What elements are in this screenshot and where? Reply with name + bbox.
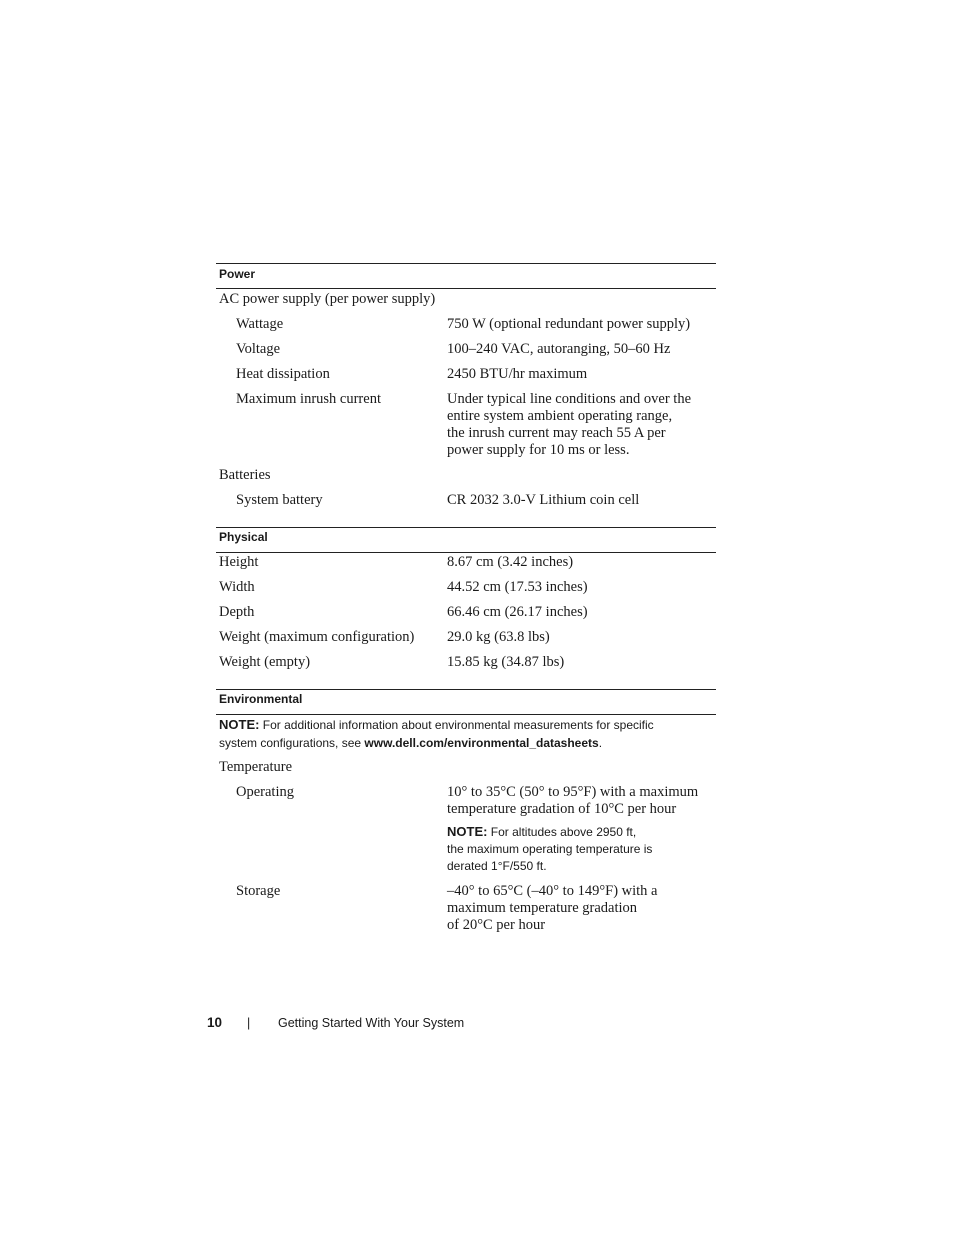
width-label: Width (219, 579, 255, 595)
environmental-top-rule (216, 689, 716, 690)
weight-empty-label: Weight (empty) (219, 654, 311, 670)
footer-title: Getting Started With Your System (278, 1016, 465, 1030)
system-battery-label: System battery (236, 492, 323, 508)
inrush-line: entire system ambient operating range, (447, 408, 673, 424)
storage-line: maximum temperature gradation (447, 900, 638, 916)
voltage-value: 100–240 VAC, autoranging, 50–60 Hz (447, 341, 671, 357)
depth-label: Depth (219, 604, 255, 620)
inrush-current-value (447, 391, 691, 459)
inrush-line: Under typical line conditions and over the (447, 391, 692, 407)
environmental-heading-rule (216, 714, 716, 715)
voltage-label: Voltage (236, 341, 281, 357)
note-label: NOTE: (219, 717, 260, 732)
power-top-rule (216, 263, 716, 264)
power-heading-rule (216, 288, 716, 289)
height-value: 8.67 cm (3.42 inches) (447, 554, 574, 570)
storage-line: –40° to 65°C (–40° to 149°F) with a (447, 883, 658, 899)
height-label: Height (219, 554, 259, 570)
page-number: 10 (207, 1015, 223, 1030)
datasheets-link[interactable]: www.dell.com/environmental_datasheets (364, 735, 599, 750)
physical-heading: Physical (219, 530, 268, 544)
inrush-line: power supply for 10 ms or less. (447, 442, 630, 458)
ac-power-supply-label: AC power supply (per power supply) (219, 291, 436, 307)
op-note-line: For altitudes above 2950 ft, (490, 825, 637, 839)
depth-value: 66.46 cm (26.17 inches) (447, 604, 588, 620)
system-battery-value: CR 2032 3.0-V Lithium coin cell (447, 492, 640, 508)
power-heading: Power (219, 267, 256, 281)
note-text: system configurations, see (219, 735, 365, 750)
weight-max-label: Weight (maximum configuration) (219, 629, 415, 645)
footer-separator: | (247, 1016, 251, 1030)
heat-dissipation-value: 2450 BTU/hr maximum (447, 366, 588, 382)
operating-line: 10° to 35°C (50° to 95°F) with a maximum (447, 784, 699, 800)
physical-heading-rule (216, 552, 716, 553)
storage-label: Storage (236, 883, 281, 899)
weight-max-value: 29.0 kg (63.8 lbs) (447, 629, 550, 645)
temperature-label: Temperature (219, 759, 293, 775)
operating-value (447, 784, 698, 818)
inrush-line: the inrush current may reach 55 A per (447, 425, 666, 441)
environmental-heading: Environmental (219, 692, 303, 706)
inrush-current-label: Maximum inrush current (236, 391, 381, 407)
environmental-note (219, 716, 654, 752)
note-text: For additional information about environmental measurements for specific (262, 718, 654, 732)
op-note-line: derated 1°F/550 ft. (447, 859, 547, 873)
note-text: . (598, 735, 603, 750)
wattage-label: Wattage (236, 316, 284, 332)
storage-value (447, 883, 657, 934)
width-value: 44.52 cm (17.53 inches) (447, 579, 588, 595)
operating-label: Operating (236, 784, 294, 800)
batteries-label: Batteries (219, 467, 271, 483)
storage-line: of 20°C per hour (447, 917, 546, 933)
heat-dissipation-label: Heat dissipation (236, 366, 330, 382)
wattage-value: 750 W (optional redundant power supply) (447, 316, 691, 332)
weight-empty-value: 15.85 kg (34.87 lbs) (447, 654, 565, 670)
op-note-line: the maximum operating temperature is (447, 842, 653, 856)
physical-top-rule (216, 527, 716, 528)
operating-line: temperature gradation of 10°C per hour (447, 801, 677, 817)
op-note-label: NOTE: (447, 824, 488, 839)
operating-note (447, 823, 652, 875)
